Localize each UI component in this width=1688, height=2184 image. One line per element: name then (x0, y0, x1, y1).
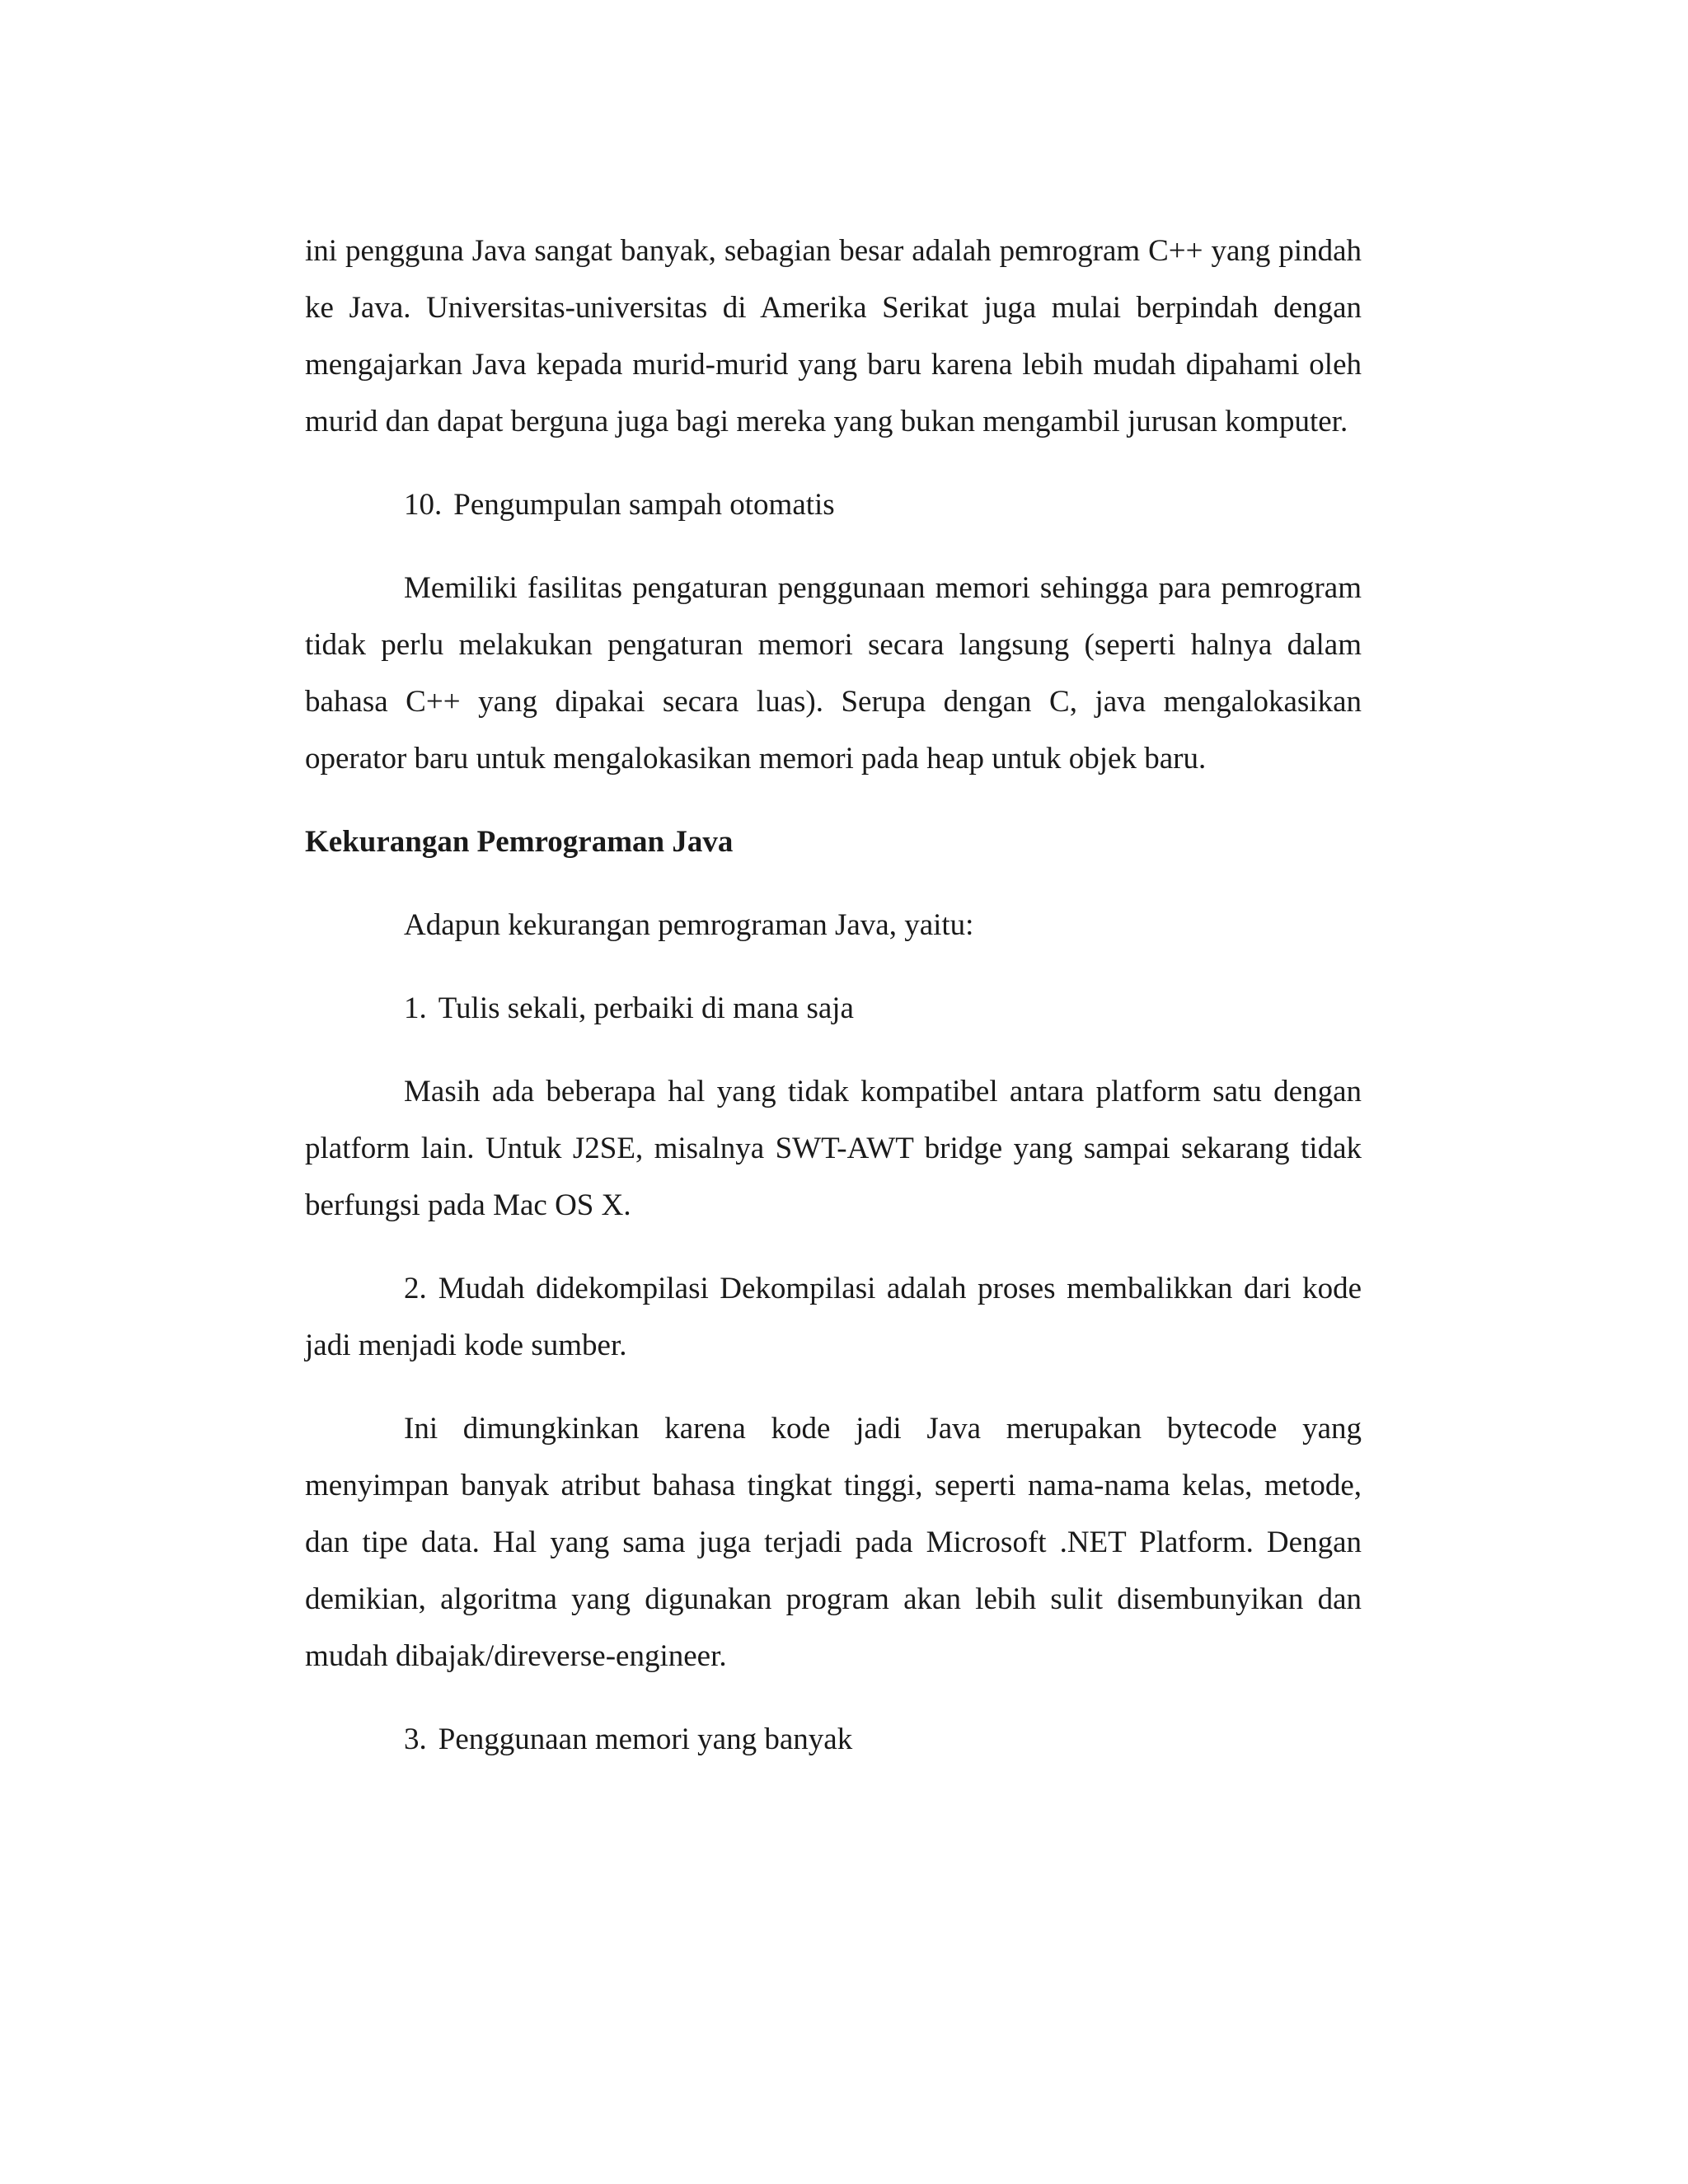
list-text-2: Mudah didekompilasi Dekompilasi adalah proses membalikkan dari kode jadi menjadi kode sumber. (305, 1272, 1362, 1362)
paragraph-memory-management: Memiliki fasilitas pengaturan penggunaan memori sehingga para pemrogram tidak perlu melakukan pengaturan memori secara langsung (seperti halnya dalam bahasa C++ yang dipakai secara luas). Serupa dengan C, java mengalokasikan operator baru untuk mengalokasikan memori pada heap untuk objek baru. (305, 571, 1362, 776)
paragraph-intro: Adapun kekurangan pemrograman Java, yaitu: (404, 908, 974, 942)
list-number-3: 3. (404, 1722, 427, 1756)
document-page (305, 223, 1362, 1794)
list-text-10: Pengumpulan sampah otomatis (453, 488, 835, 522)
list-number-10: 10. (404, 488, 443, 522)
list-number-1: 1. (404, 991, 427, 1025)
list-text-1: Tulis sekali, perbaiki di mana saja (438, 991, 854, 1025)
paragraph-compatibility: Masih ada beberapa hal yang tidak kompatibel antara platform satu dengan platform lain. Untuk J2SE, misalnya SWT-AWT bridge yang sampai sekarang tidak berfungsi pada Mac OS X. (305, 1075, 1362, 1222)
list-item-10 (305, 476, 1362, 533)
paragraph-decompile: Ini dimungkinkan karena kode jadi Java merupakan bytecode yang menyimpan banyak atribut bahasa tingkat tinggi, seperti nama-nama kelas, metode, dan tipe data. Hal yang sama juga terjadi pada Microsoft .NET Platform. Dengan demikian, algoritma yang digunakan program akan lebih sulit disembunyikan dan mudah dibajak/direverse-engineer. (305, 1412, 1362, 1673)
list-item-1 (305, 980, 1362, 1037)
list-item-2 (305, 1260, 1362, 1374)
list-text-3: Penggunaan memori yang banyak (438, 1722, 853, 1756)
paragraph-java-users: ini pengguna Java sangat banyak, sebagian besar adalah pemrogram C++ yang pindah ke Java. Universitas-universitas di Amerika Serikat juga mulai berpindah dengan mengajarkan Java kepada murid-murid yang baru karena lebih mudah dipahami oleh murid dan dapat berguna juga bagi mereka yang bukan mengambil jurusan komputer. (305, 234, 1362, 438)
list-item-3 (305, 1711, 1362, 1768)
list-number-2: 2. (404, 1272, 427, 1305)
section-heading: Kekurangan Pemrograman Java (305, 825, 734, 859)
